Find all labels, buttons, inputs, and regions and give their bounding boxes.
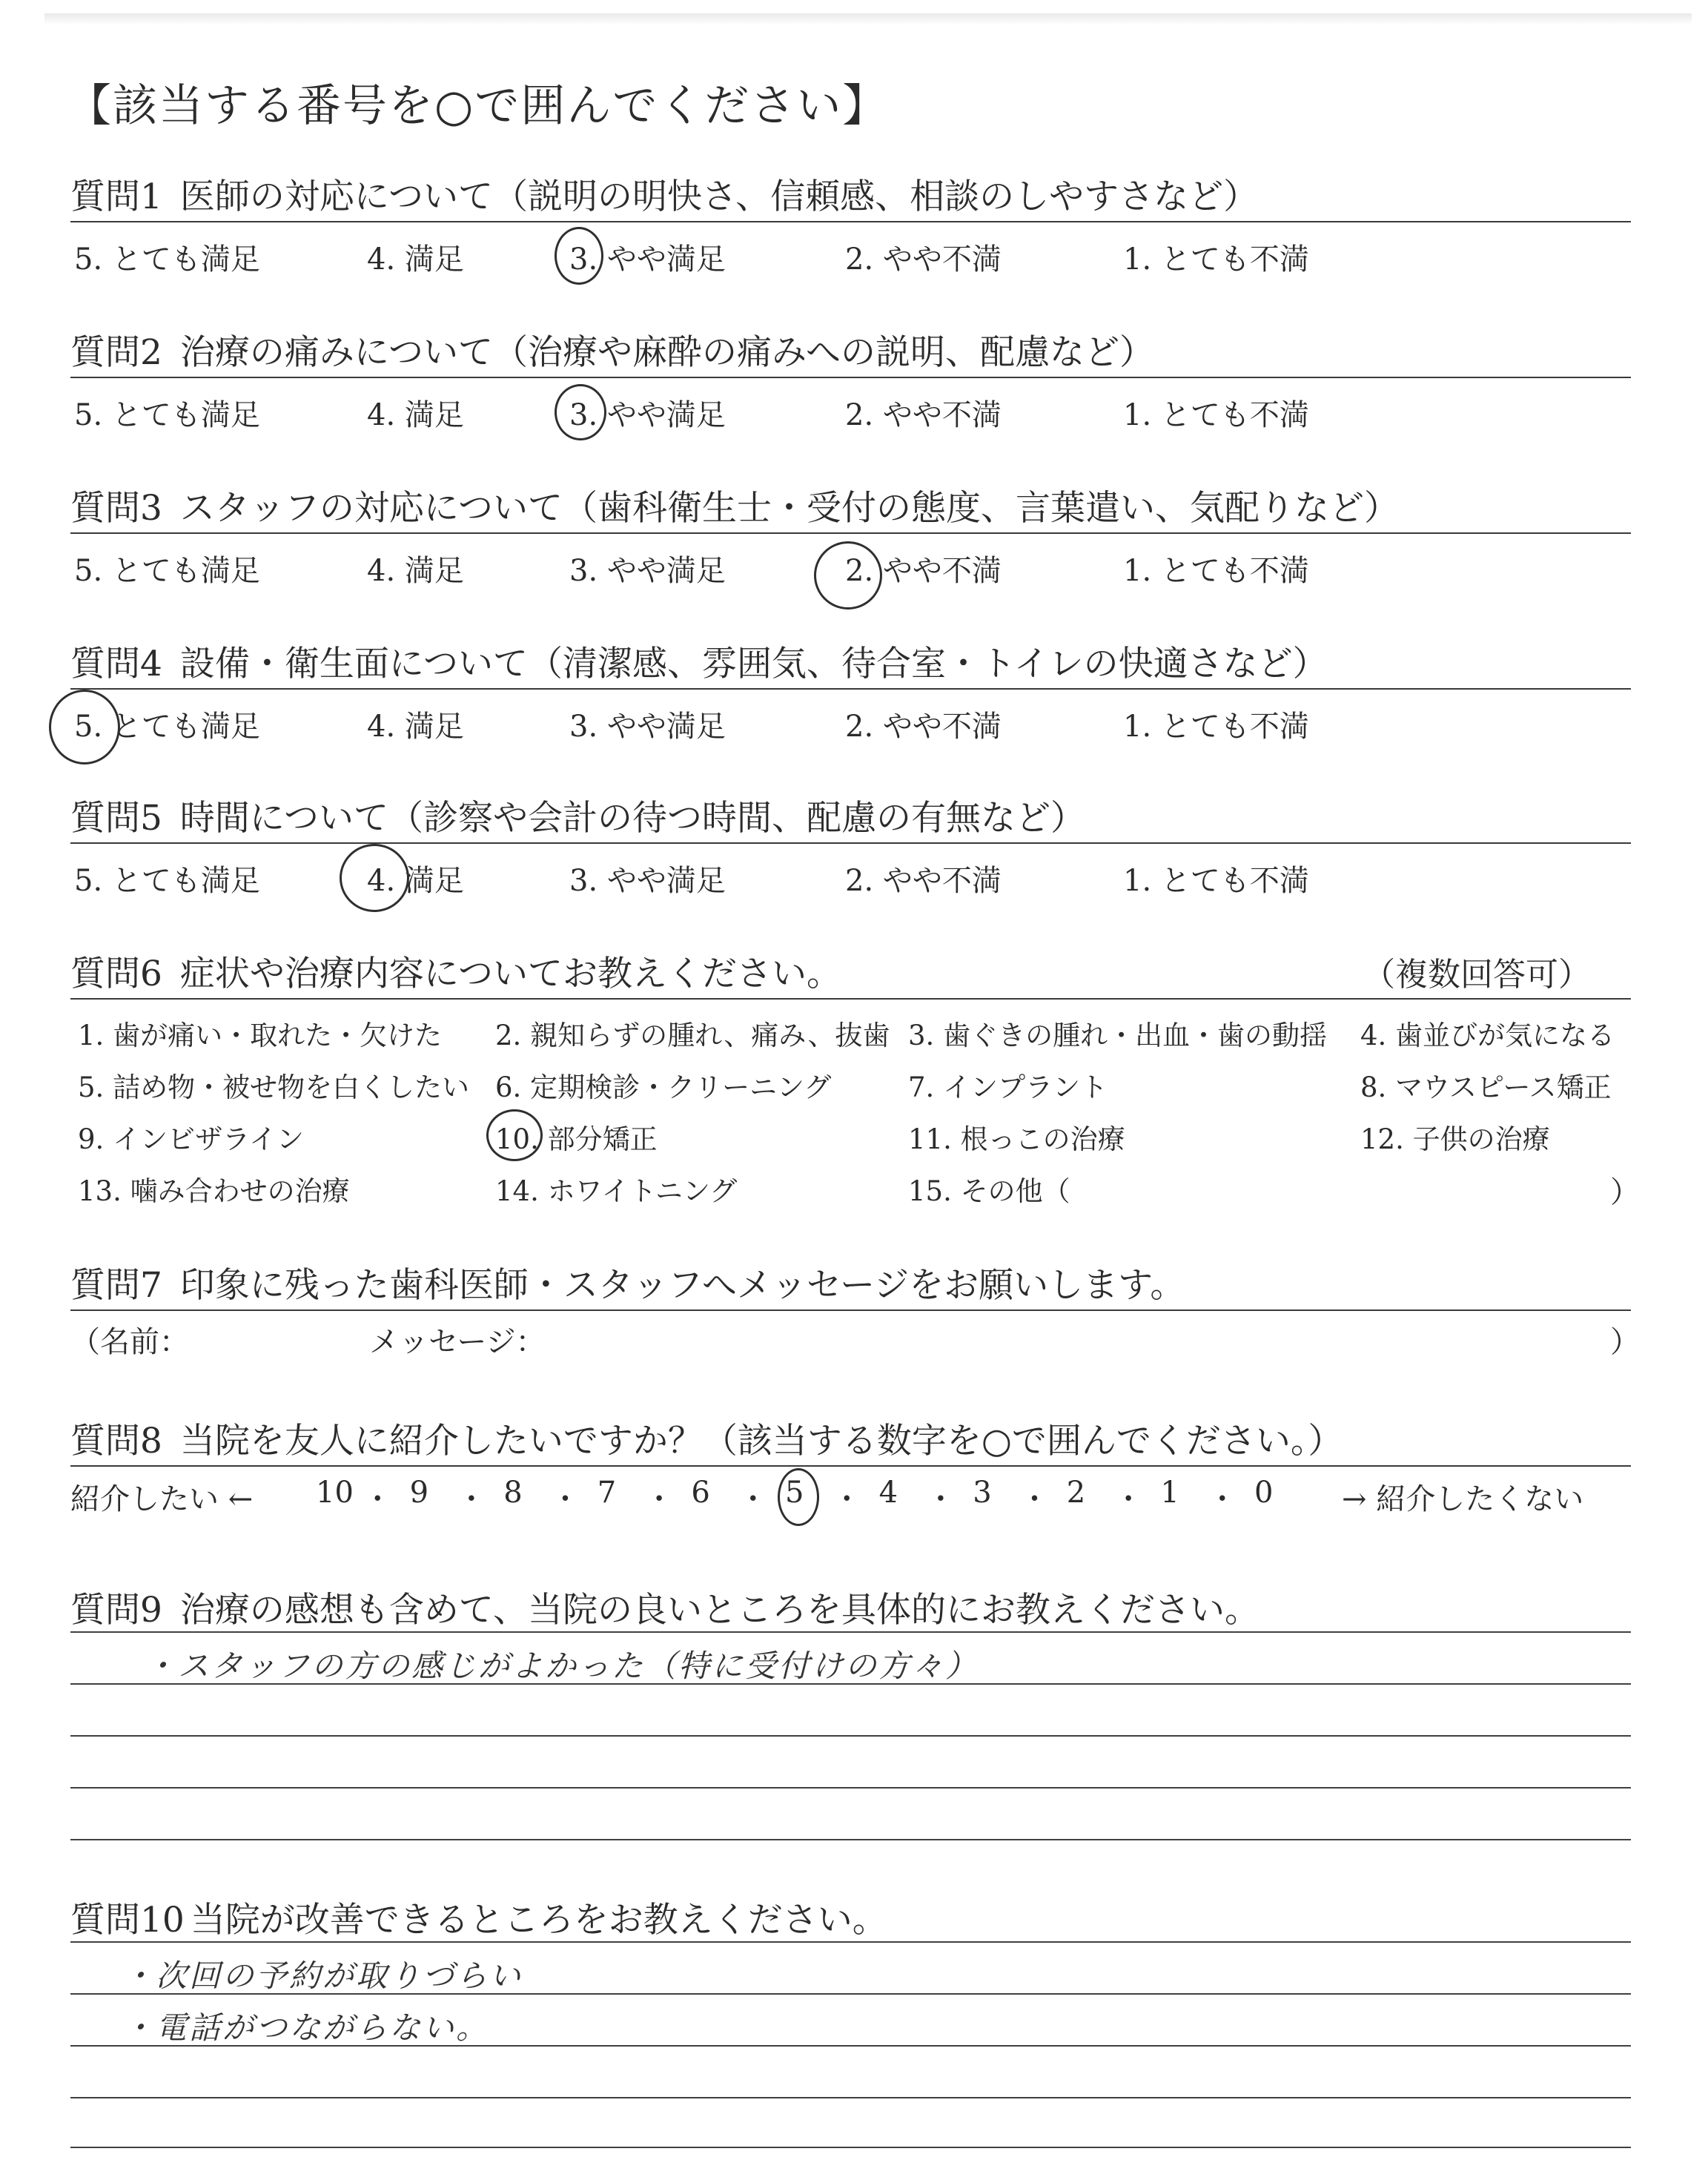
- q8-scale-value-4[interactable]: 4: [878, 1476, 898, 1510]
- q1-option-3[interactable]: 3. やや満足: [569, 242, 726, 277]
- q4-selection-circle: [49, 690, 120, 764]
- q8-scale-separator: ・: [832, 1482, 862, 1516]
- q2-option-5[interactable]: 5. とても満足: [74, 398, 260, 432]
- q5-option-3[interactable]: 3. やや満足: [569, 864, 726, 898]
- question-1-heading: [70, 169, 1258, 219]
- question-1-number: 質問1: [70, 176, 162, 217]
- q4-option-5[interactable]: 5. とても満足: [74, 710, 260, 744]
- q8-scale-value-0[interactable]: 0: [1254, 1476, 1274, 1510]
- q8-scale-separator: ・: [644, 1482, 675, 1516]
- q8-scale-value-3[interactable]: 3: [973, 1476, 992, 1510]
- q6-item-2[interactable]: 2. 親知らずの腫れ、痛み、抜歯: [495, 1020, 890, 1051]
- q3-option-2[interactable]: 2. やや不満: [845, 554, 1002, 588]
- q6-item-11[interactable]: 11. 根っこの治療: [908, 1123, 1125, 1155]
- question-5-heading: [70, 790, 1085, 840]
- question-6-number: 質問6: [70, 954, 162, 994]
- question-9-heading: [70, 1582, 1260, 1632]
- q3-option-5[interactable]: 5. とても満足: [74, 554, 260, 588]
- q2-option-4[interactable]: 4. 満足: [367, 398, 464, 432]
- q4-option-2[interactable]: 2. やや不満: [845, 710, 1002, 744]
- question-1-rule: [70, 221, 1631, 222]
- q2-selection-circle: [555, 384, 606, 440]
- q8-scale-separator: ・: [1113, 1482, 1144, 1516]
- q8-scale-value-9[interactable]: 9: [409, 1476, 429, 1510]
- question-6-rule: [70, 998, 1631, 1000]
- question-9-number: 質問9: [70, 1590, 162, 1631]
- multiple-answers-note: （複数回答可）: [1363, 956, 1591, 994]
- q6-item-5[interactable]: 5. 詰め物・被せ物を白くしたい: [78, 1071, 470, 1103]
- q3-selection-circle: [814, 541, 882, 610]
- question-2-rule: [70, 377, 1631, 378]
- question-8-number: 質問8: [70, 1421, 162, 1462]
- q1-option-1[interactable]: 1. とても不満: [1123, 242, 1309, 277]
- scan-edge-shadow: [44, 13, 1692, 25]
- q1-option-2[interactable]: 2. やや不満: [845, 242, 1002, 277]
- q6-item-9[interactable]: 9. インビザライン: [78, 1123, 304, 1155]
- q4-option-3[interactable]: 3. やや満足: [569, 710, 726, 744]
- q10-answer-line: [70, 1941, 1631, 1943]
- form-instruction-title: 【該当する番号を○で囲んでください】: [67, 80, 889, 132]
- q5-option-2[interactable]: 2. やや不満: [845, 864, 1002, 898]
- question-7-heading: [70, 1258, 1185, 1307]
- q5-option-5[interactable]: 5. とても満足: [74, 864, 260, 898]
- q8-scale-value-5[interactable]: 5: [785, 1476, 804, 1510]
- q9-handwritten-answer[interactable]: ・スタッフの方の感じがよかった（特に受付けの方々）: [145, 1648, 979, 1684]
- q8-scale-value-6[interactable]: 6: [691, 1476, 710, 1510]
- q8-scale-value-10[interactable]: 10: [316, 1476, 354, 1510]
- question-5-text: 時間について（診察や会計の待つ時間、配慮の有無など）: [179, 798, 1085, 839]
- q6-item-4[interactable]: 4. 歯並びが気になる: [1360, 1020, 1615, 1051]
- q9-answer-line: [70, 1735, 1631, 1737]
- q8-scale-value-1[interactable]: 1: [1160, 1476, 1179, 1510]
- q8-scale-value-8[interactable]: 8: [503, 1476, 523, 1510]
- question-10-heading: [70, 1892, 887, 1942]
- q8-scale-separator: ・: [550, 1482, 580, 1516]
- question-7-text: 印象に残った歯科医師・スタッフへメッセージをお願いします。: [179, 1265, 1185, 1306]
- question-10-number: 質問10: [70, 1900, 185, 1941]
- q8-recommend-label: 紹介したい ←: [70, 1482, 254, 1516]
- q1-option-4[interactable]: 4. 満足: [367, 242, 464, 277]
- question-2-text: 治療の痛みについて（治療や麻酔の痛みへの説明、配慮など）: [179, 332, 1155, 373]
- q8-scale-separator: ・: [738, 1482, 768, 1516]
- q10-answer-line: [70, 2147, 1631, 2148]
- q6-item-8[interactable]: 8. マウスピース矯正: [1360, 1071, 1612, 1103]
- q5-selection-circle: [340, 844, 409, 912]
- q10-answer-line: [70, 2097, 1631, 2098]
- q8-scale-separator: ・: [1207, 1482, 1237, 1516]
- question-6-text: 症状や治療内容についてお教えください。: [179, 954, 841, 994]
- q6-item-14[interactable]: 14. ホワイトニング: [495, 1175, 738, 1207]
- question-2-number: 質問2: [70, 332, 162, 373]
- question-5-number: 質問5: [70, 798, 162, 839]
- question-4-heading: [70, 636, 1328, 686]
- question-5-rule: [70, 842, 1631, 844]
- q5-option-1[interactable]: 1. とても不満: [1123, 864, 1309, 898]
- q6-item-15[interactable]: 15. その他（: [908, 1175, 1070, 1207]
- question-8-rule: [70, 1465, 1631, 1467]
- question-9-text: 治療の感想も含めて、当院の良いところを具体的にお教えください。: [179, 1590, 1260, 1631]
- q10-handwritten-answer-1[interactable]: ・次回の予約が取りづらい: [122, 1958, 523, 1994]
- q8-scale-separator: ・: [1019, 1482, 1050, 1516]
- question-2-heading: [70, 325, 1154, 374]
- question-3-number: 質問3: [70, 488, 162, 529]
- q8-scale-separator: ・: [456, 1482, 486, 1516]
- q9-answer-line: [70, 1631, 1631, 1633]
- question-10-text: 当院が改善できるところをお教えください。: [190, 1900, 887, 1941]
- q6-item-1[interactable]: 1. 歯が痛い・取れた・欠けた: [78, 1020, 443, 1051]
- q8-scale-value-2[interactable]: 2: [1066, 1476, 1086, 1510]
- q6-selection-circle: [486, 1109, 543, 1161]
- q6-other-close-paren: ）: [1610, 1175, 1640, 1209]
- q7-close-paren: ）: [1610, 1325, 1640, 1359]
- q6-item-12[interactable]: 12. 子供の治療: [1360, 1123, 1550, 1155]
- q6-item-3[interactable]: 3. 歯ぐきの腫れ・出血・歯の動揺: [908, 1020, 1328, 1051]
- q7-message-label[interactable]: メッセージ：: [369, 1325, 546, 1359]
- q4-option-4[interactable]: 4. 満足: [367, 710, 464, 744]
- q7-name-label[interactable]: （名前：: [70, 1325, 189, 1359]
- q1-selection-circle: [555, 227, 603, 285]
- q8-selection-circle: [778, 1468, 819, 1526]
- question-8-text: 当院を友人に紹介したいですか？（該当する数字を○で囲んでください。）: [179, 1421, 1343, 1462]
- question-6-heading: [70, 946, 841, 996]
- q9-answer-line: [70, 1839, 1631, 1840]
- q6-item-10[interactable]: 10. 部分矯正: [495, 1123, 658, 1155]
- q5-option-4[interactable]: 4. 満足: [367, 864, 464, 898]
- question-4-rule: [70, 688, 1631, 690]
- q9-answer-line: [70, 1787, 1631, 1789]
- q8-scale-separator: ・: [925, 1482, 956, 1516]
- q6-item-13[interactable]: 13. 噛み合わせの治療: [78, 1175, 350, 1207]
- q8-scale-separator: ・: [363, 1482, 393, 1516]
- q8-not-recommend-label: → 紹介したくない: [1342, 1482, 1584, 1516]
- q2-option-2[interactable]: 2. やや不満: [845, 398, 1002, 432]
- q4-option-1[interactable]: 1. とても不満: [1123, 710, 1309, 744]
- question-7-number: 質問7: [70, 1265, 162, 1306]
- question-4-text: 設備・衛生面について（清潔感、雰囲気、待合室・トイレの快適さなど）: [179, 644, 1328, 684]
- question-1-text: 医師の対応について（説明の明快さ、信頼感、相談のしやすさなど）: [179, 176, 1259, 217]
- q6-item-6[interactable]: 6. 定期検診・クリーニング: [495, 1071, 832, 1103]
- q2-option-3[interactable]: 3. やや満足: [569, 398, 726, 432]
- q1-option-5[interactable]: 5. とても満足: [74, 242, 260, 277]
- question-3-heading: [70, 480, 1399, 530]
- q3-option-3[interactable]: 3. やや満足: [569, 554, 726, 588]
- question-3-rule: [70, 532, 1631, 534]
- question-7-rule: [70, 1309, 1631, 1311]
- q6-item-7[interactable]: 7. インプラント: [908, 1071, 1108, 1103]
- q3-option-4[interactable]: 4. 満足: [367, 554, 464, 588]
- q3-option-1[interactable]: 1. とても不満: [1123, 554, 1309, 588]
- q2-option-1[interactable]: 1. とても不満: [1123, 398, 1309, 432]
- q10-handwritten-answer-2[interactable]: ・電話がつながらない。: [122, 2009, 490, 2046]
- question-8-heading: [70, 1413, 1343, 1463]
- question-3-text: スタッフの対応について（歯科衛生士・受付の態度、言葉遣い、気配りなど）: [179, 488, 1399, 529]
- question-4-number: 質問4: [70, 644, 162, 684]
- q8-scale-value-7[interactable]: 7: [597, 1476, 617, 1510]
